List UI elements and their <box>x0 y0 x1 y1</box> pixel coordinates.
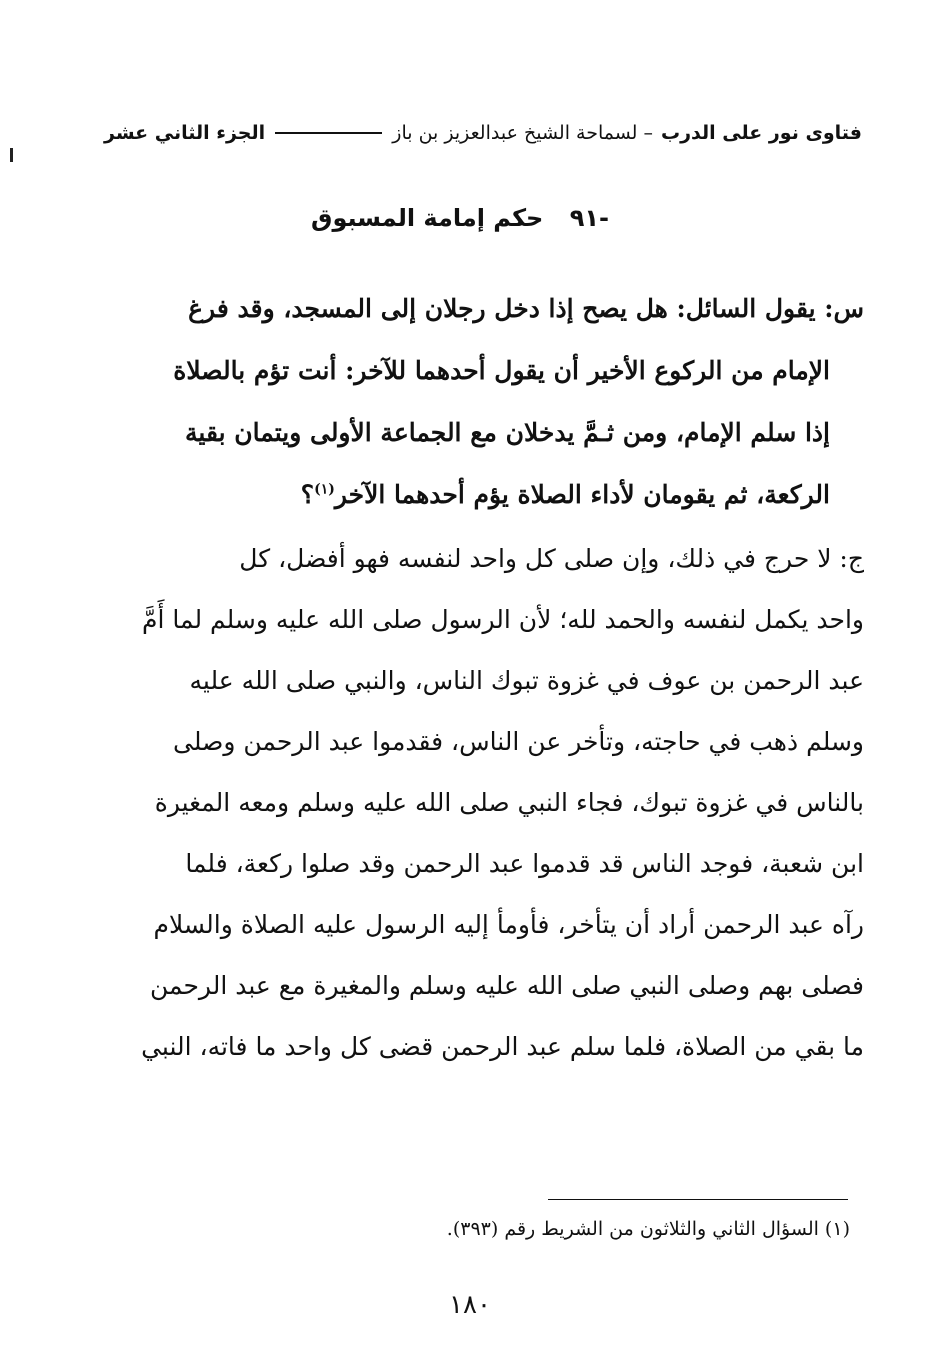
answer-line: واحد يكمل لنفسه والحمد لله؛ لأن الرسول صلى الله عليه وسلم لما أَمَّ <box>142 605 864 634</box>
running-header <box>104 116 862 150</box>
question-line: س: يقول السائل: هل يصح إذا دخل رجلان إلى المسجد، وقد فرغ <box>188 294 864 323</box>
answer-line: ابن شعبة، فوجد الناس قد قدموا عبد الرحمن وقد صلوا ركعة، فلما <box>185 849 864 878</box>
page-number: ١٨٠ <box>449 1290 491 1320</box>
question-line: إذا سلم الإمام، ومن ثـمَّ يدخلان مع الجماعة الأولى ويتمان بقية <box>185 418 830 447</box>
answer-line: ج: لا حرج في ذلك، وإن صلى كل واحد لنفسه فهو أفضل، كل <box>239 544 864 573</box>
footnote: (١) السؤال الثاني والثلاثون من الشريط رقم (٣٩٣). <box>446 1218 850 1240</box>
question-line-text: الركعة، ثم يقومان لأداء الصلاة يؤم أحدهما الآخر <box>334 480 830 509</box>
question-line: الإمام من الركوع الأخير أن يقول أحدهما للآخر: أنت تؤم بالصلاة <box>173 356 830 385</box>
answer-line: عبد الرحمن بن عوف في غزوة تبوك الناس، والنبي صلى الله عليه <box>189 666 864 695</box>
section-heading <box>300 204 620 232</box>
scan-edge-mark <box>10 148 13 162</box>
section-title: حكم إمامة المسبوق <box>311 204 544 232</box>
section-number: -٩١ <box>569 204 609 232</box>
volume-title: الجزء الثاني عشر <box>104 122 266 144</box>
answer-line: بالناس في غزوة تبوك، فجاء النبي صلى الله عليه وسلم ومعه المغيرة <box>154 788 864 817</box>
question-mark: ؟ <box>300 480 315 509</box>
answer-line: فصلى بهم وصلى النبي صلى الله عليه وسلم والمغيرة مع عبد الرحمن <box>149 971 864 1000</box>
series-title: فتاوى نور على الدرب <box>661 122 862 144</box>
footnote-reference: (١) <box>314 481 335 498</box>
body-text <box>92 284 864 1083</box>
author-name: – لسماحة الشيخ عبدالعزيز بن باز <box>392 122 653 144</box>
answer-paragraph <box>92 534 864 1083</box>
question-paragraph <box>92 284 864 532</box>
answer-line: رآه عبد الرحمن أراد أن يتأخر، فأومأ إليه الرسول عليه الصلاة والسلام <box>153 910 864 939</box>
answer-line: ما بقي من الصلاة، فلما سلم عبد الرحمن قضى كل واحد ما فاته، النبي <box>141 1032 864 1061</box>
footnote-separator <box>548 1199 848 1200</box>
header-rule <box>275 132 382 134</box>
question-line-last <box>92 470 864 532</box>
answer-line: وسلم ذهب في حاجته، وتأخر عن الناس، فقدموا عبد الرحمن وصلى <box>172 727 864 756</box>
